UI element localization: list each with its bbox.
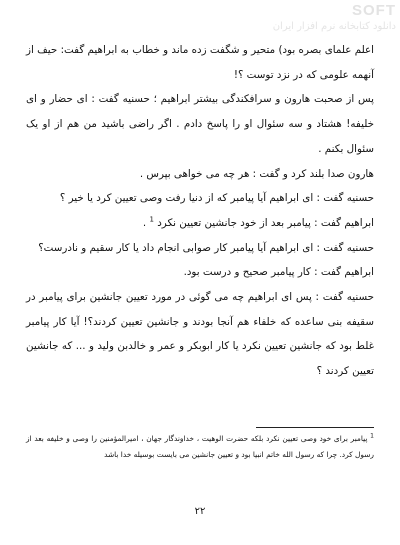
- footnote: [26, 431, 374, 462]
- paragraph: اعلم علمای بصره بود) متحیر و شگفت زده ماند و خطاب به ابراهیم گفت: حیف از آنهمه علومی که در نزد توست ؟!: [26, 44, 374, 81]
- paragraph-text: ابراهیم گفت : پیامبر بعد از خود جانشین تعیین نکرد: [157, 216, 374, 229]
- paragraph-with-footnote: ابراهیم گفت : پیامبر بعد از خود جانشین تعیین نکرد $^1$ .: [142, 215, 374, 229]
- body-text: [26, 38, 374, 384]
- footnote-marker: 1: [370, 432, 374, 440]
- footnote-reference[interactable]: 1: [149, 215, 154, 224]
- paragraph: حسنیه گفت : ای ابراهیم آیا پیامبر کار صوابی انجام داد یا کار سقیم و نادرست؟: [38, 241, 374, 254]
- paragraph: پس از صحبت هارون و سرافکندگی بیشتر ابراهیم ؛ حسنیه گفت : ای حضار و ای خلیفه! هشتاد و سه سئوال او را پاسخ دادم . اگر راضی باشید من هم از او یک سئوال بکنم .: [26, 93, 374, 155]
- watermark-text: دانلود کتابخانه نرم افزار ایران: [272, 21, 396, 32]
- paragraph: حسنیه گفت : پس ای ابراهیم چه می گوئی در مورد تعیین جانشین برای پیامبر در سقیفه بنی ساعده که خلفاء هم آنجا بودند و جانشین تعیین کردند؟! آیا کار پیامبر غلط بود که جانشین تعیین نکرد یا کار ابوبکر و عمر و خالدبن ولید و ... که جانشین تعیین کردند ؟: [26, 291, 374, 378]
- page-number: ۲۲: [194, 506, 206, 517]
- paragraph: هارون صدا بلند کرد و گفت : هر چه می خواهی بپرس .: [139, 167, 374, 180]
- paragraph: حسنیه گفت : ای ابراهیم آیا پیامبر که از دنیا رفت وصی تعیین کرد یا خیر ؟: [59, 192, 374, 205]
- footnote-text: پیامبر برای خود وصی تعیین نکرد بلکه حضرت الوهیت ، خداوندگار جهان ، امیرالمؤمنین را وصی و خلیفه بعد از رسول کرد. چرا که رسول الله خاتم انبیا بود و تعیین جانشین می بایست بوسیله خدا باشد: [26, 434, 374, 459]
- footnote-divider: [256, 427, 374, 428]
- paragraph: ابراهیم گفت : کار پیامبر صحیح و درست بود.: [183, 266, 374, 279]
- watermark-logo: SOFT: [352, 2, 396, 19]
